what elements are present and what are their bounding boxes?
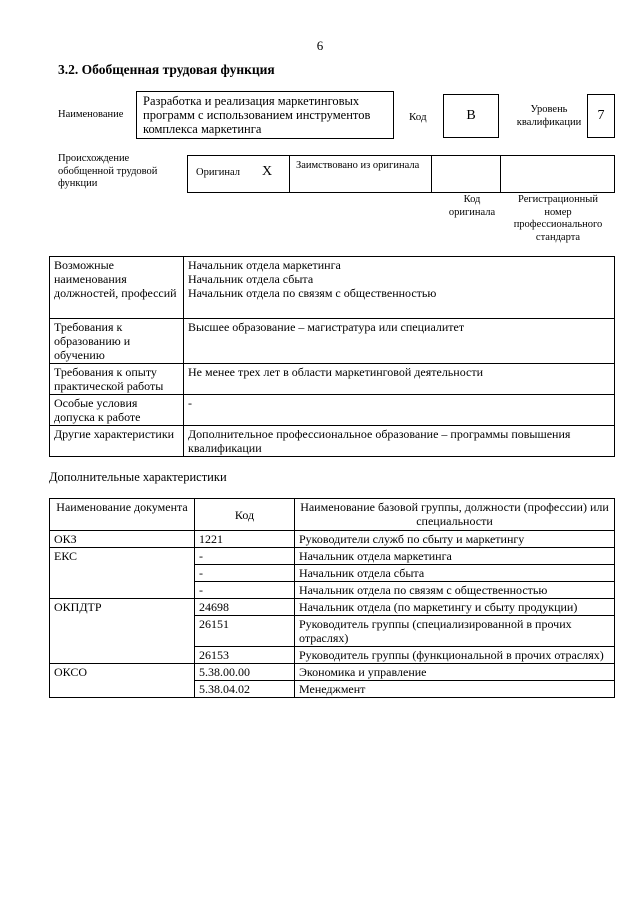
char-label: Особые условия допуска к работе <box>50 395 184 426</box>
code-label: Код <box>409 111 427 123</box>
name-cell: Начальник отдела по связям с общественностью <box>295 582 615 599</box>
name-cell: Экономика и управление <box>295 664 615 681</box>
name-label: Наименование <box>58 109 124 120</box>
code-box <box>443 94 499 138</box>
char-value: Дополнительное профессиональное образование – программы повышения квалификации <box>184 426 615 457</box>
code-cell: 26153 <box>195 647 295 664</box>
table-row <box>50 364 615 395</box>
origin-label: Происхождение обобщенной трудовой функции <box>58 153 158 189</box>
section-title: 3.2. Обобщенная трудовая функция <box>58 62 275 77</box>
table-row <box>50 548 615 565</box>
table-row <box>50 319 615 364</box>
table-row <box>50 257 615 319</box>
doc-cell: ОКПДТР <box>50 599 195 664</box>
char-label: Требования к образованию и обучению <box>50 319 184 364</box>
name-cell: Начальник отдела (по маркетингу и сбыту продукции) <box>295 599 615 616</box>
reg-number-caption: Регистрационный номер профессионального стандарта <box>513 194 603 243</box>
code-cell: 5.38.00.00 <box>195 664 295 681</box>
table-row <box>50 426 615 457</box>
table-row <box>50 599 615 616</box>
borrowed-label: Заимствовано из оригинала <box>296 160 420 171</box>
additional-title: Дополнительные характеристики <box>49 470 227 484</box>
char-label: Возможные наименования должностей, профессий <box>50 257 184 319</box>
function-name-box <box>136 91 394 139</box>
original-mark: X <box>262 164 273 179</box>
level-label: Уровень квалификации <box>516 104 582 128</box>
code-cell: - <box>195 582 295 599</box>
char-label: Требования к опыту практической работы <box>50 364 184 395</box>
name-cell: Руководитель группы (специализированной в прочих отраслях) <box>295 616 615 647</box>
code-cell: 26151 <box>195 616 295 647</box>
origin-box <box>187 155 615 193</box>
additional-table <box>49 498 615 698</box>
code-original-caption: Код оригинала <box>448 194 496 218</box>
code-cell: 5.38.04.02 <box>195 681 295 698</box>
code-cell: - <box>195 548 295 565</box>
code-cell: 1221 <box>195 531 295 548</box>
table-row <box>50 531 615 548</box>
table-header-row <box>50 499 615 531</box>
code-cell: 24698 <box>195 599 295 616</box>
function-name: Разработка и реализация маркетинговых программ с использованием инструментов комплекса маркетинга <box>143 94 371 136</box>
header-name: Наименование базовой группы, должности (профессии) или специальности <box>295 499 615 531</box>
characteristics-table <box>49 256 615 457</box>
name-cell: Руководители служб по сбыту и маркетингу <box>295 531 615 548</box>
divider <box>289 156 290 192</box>
name-cell: Руководитель группы (функциональной в прочих отраслях) <box>295 647 615 664</box>
header-doc: Наименование документа <box>50 499 195 531</box>
divider <box>431 156 432 192</box>
level-box <box>587 94 615 138</box>
code-value: B <box>466 108 476 123</box>
char-value: - <box>184 395 615 426</box>
divider <box>500 156 501 192</box>
header-code: Код <box>195 499 295 531</box>
doc-cell: ОКСО <box>50 664 195 698</box>
char-label: Другие характеристики <box>50 426 184 457</box>
table-row <box>50 395 615 426</box>
name-cell: Менеджмент <box>295 681 615 698</box>
doc-cell: ЕКС <box>50 548 195 599</box>
page-number: 6 <box>316 38 324 53</box>
name-cell: Начальник отдела маркетинга <box>295 548 615 565</box>
name-cell: Начальник отдела сбыта <box>295 565 615 582</box>
code-cell: - <box>195 565 295 582</box>
char-value: Не менее трех лет в области маркетинговой деятельности <box>184 364 615 395</box>
char-value: Высшее образование – магистратура или специалитет <box>184 319 615 364</box>
char-value: Начальник отдела маркетинга Начальник отдела сбыта Начальник отдела по связям с общественностью <box>184 257 615 319</box>
original-label: Оригинал <box>196 167 240 178</box>
level-value: 7 <box>597 108 605 123</box>
doc-cell: ОКЗ <box>50 531 195 548</box>
table-row <box>50 664 615 681</box>
